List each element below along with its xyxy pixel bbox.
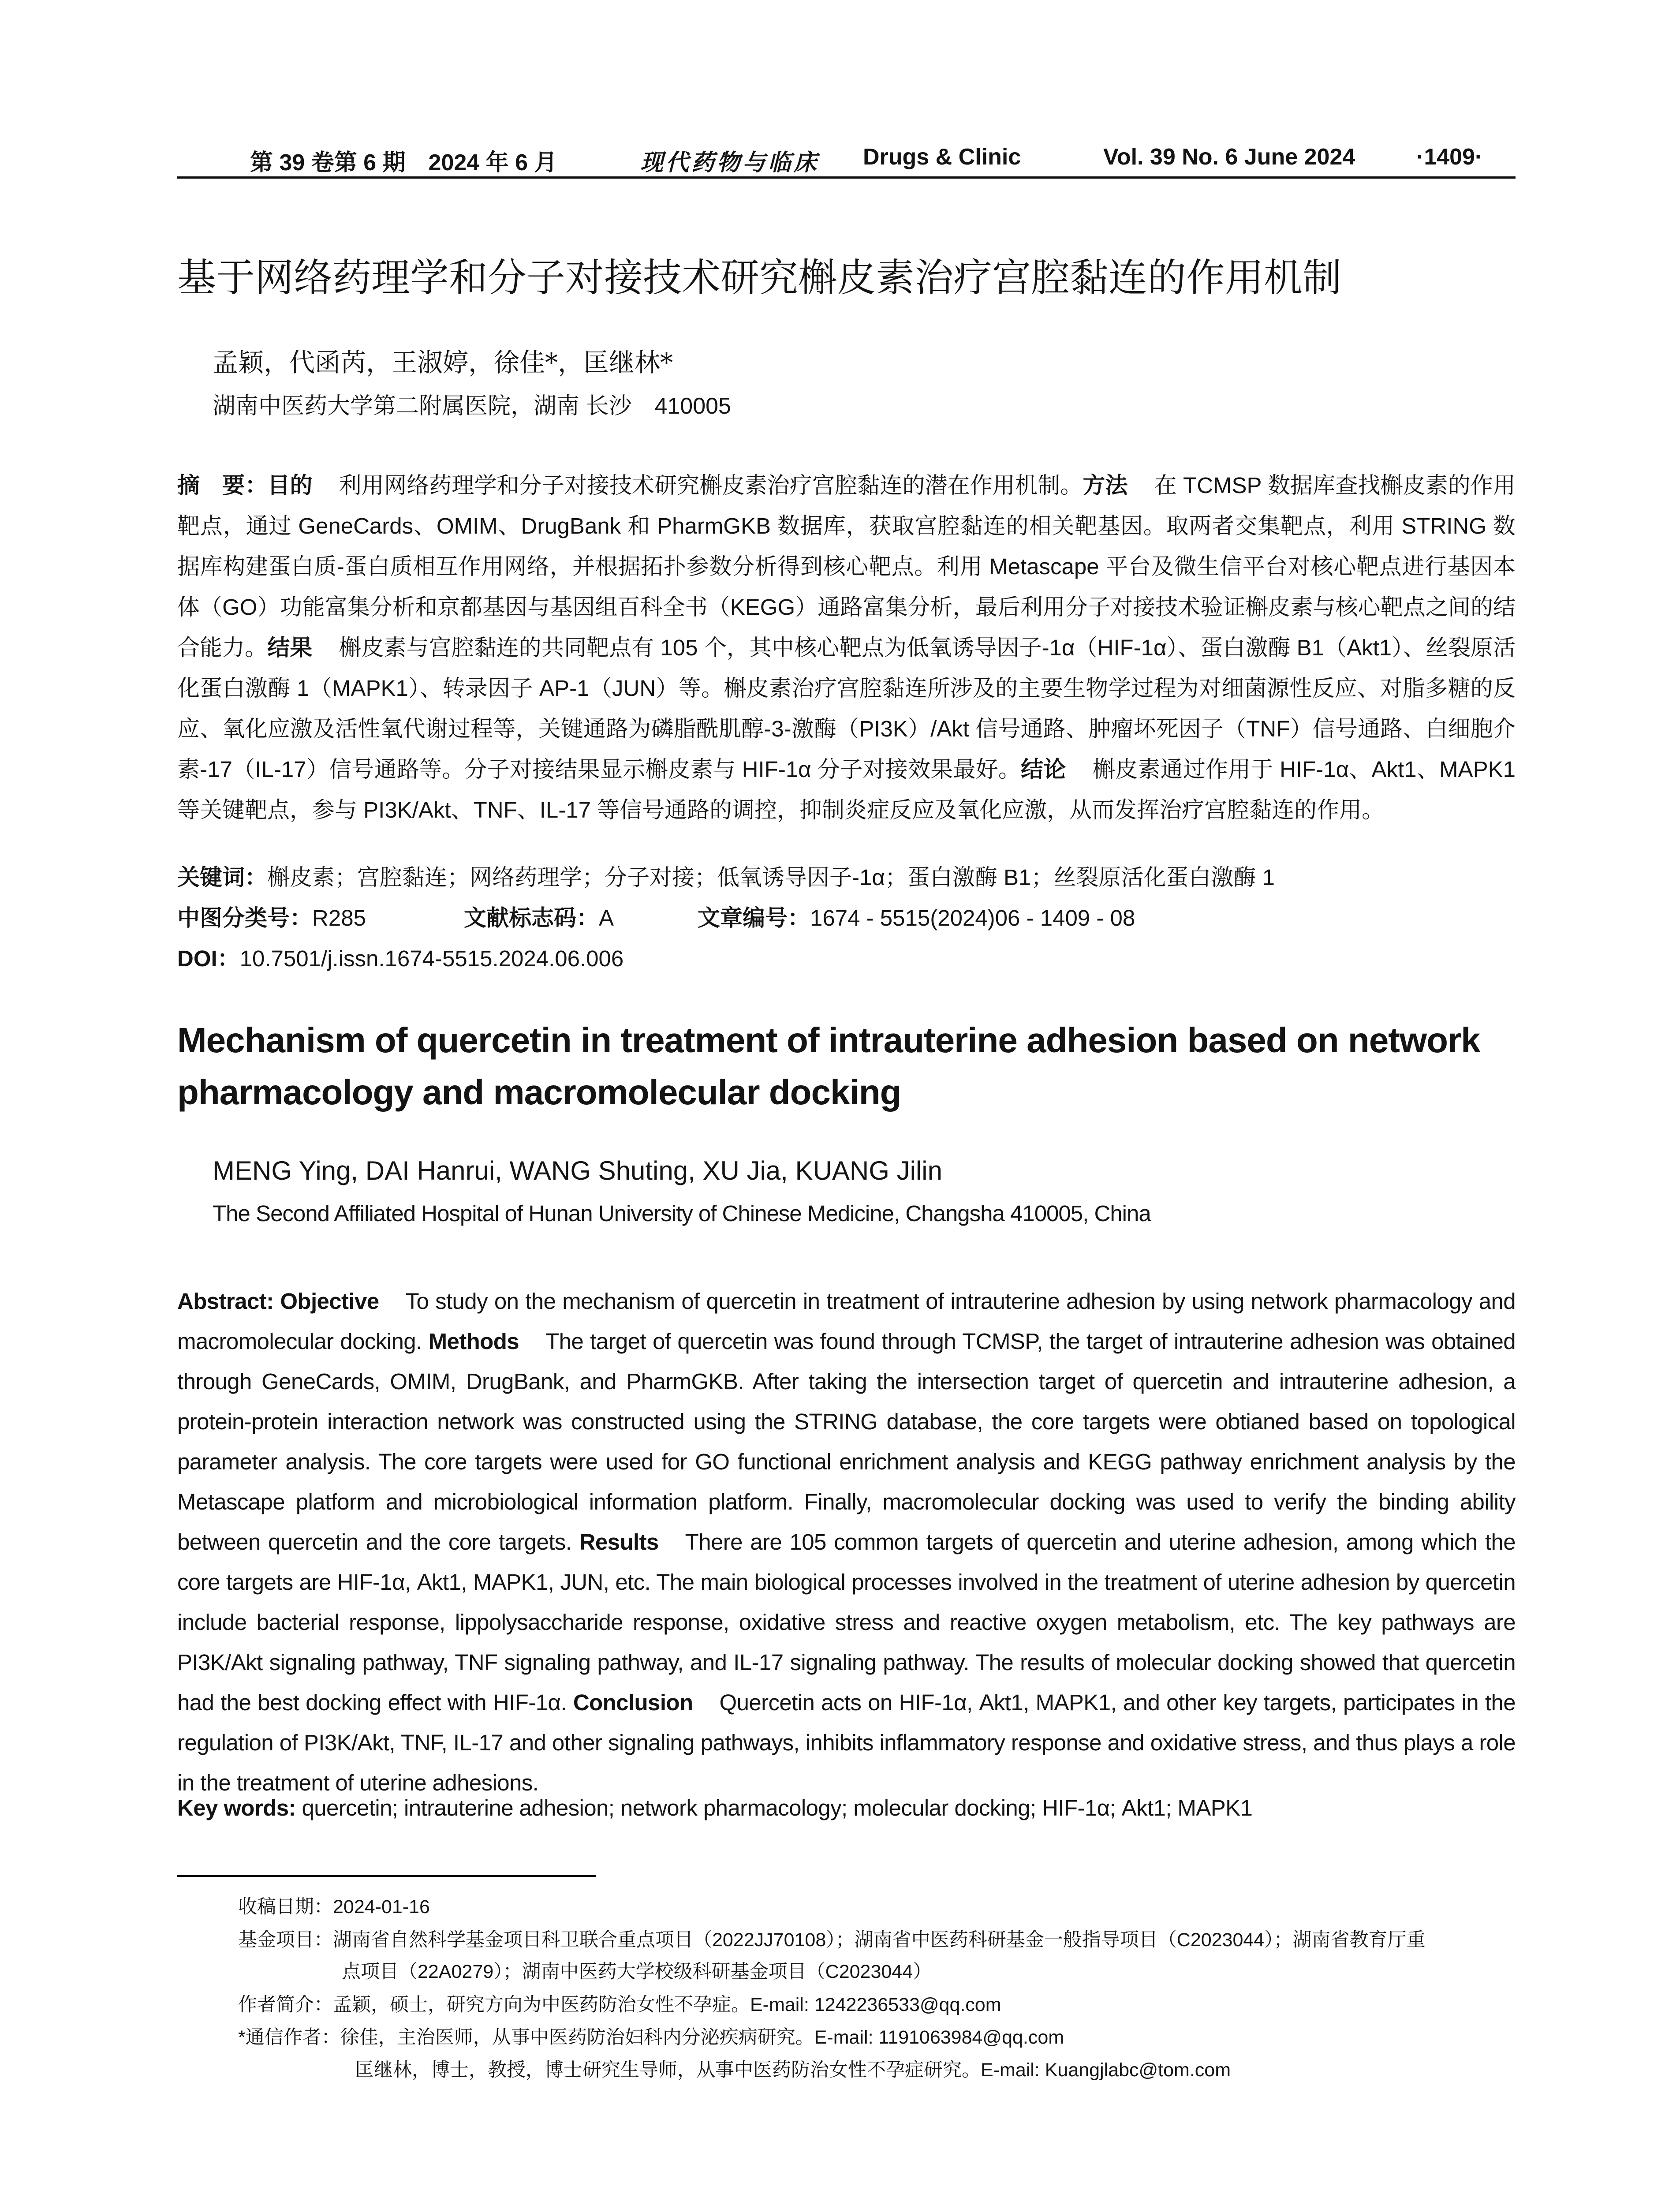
corresponding-1: 徐佳，主治医师，从事中医药防治妇科内分泌疾病研究。E-mail: 1191063984@qq.com xyxy=(340,2027,1064,2048)
results-label-en: Results xyxy=(579,1529,659,1555)
received-date: 2024-01-16 xyxy=(333,1896,430,1917)
fund-text-1: 湖南省自然科学基金项目科卫联合重点项目（2022JJ70108）；湖南省中医药科研基金一般指导项目（C2023044）；湖南省教育厅重 xyxy=(333,1929,1426,1951)
affiliation-en: The Second Affiliated Hospital of Hunan University of Chinese Medicine, Changsha 410005, China xyxy=(213,1201,1151,1226)
clc-value: R285 xyxy=(312,905,366,931)
keywords-label-cn: 关键词： xyxy=(177,865,268,890)
keywords-en xyxy=(177,1795,1252,1821)
title-en: Mechanism of quercetin in treatment of intrauterine adhesion based on network pharmacology and macromolecular docking xyxy=(177,1020,1480,1112)
volume-en: Vol. 39 No. 6 June 2024 xyxy=(1103,144,1355,170)
abstract-label-cn: 摘 要： xyxy=(177,473,268,498)
article-no-value: 1674 - 5515(2024)06 - 1409 - 08 xyxy=(810,905,1135,931)
methods-cn: 在 TCMSP 数据库查找槲皮素的作用靶点，通过 GeneCards、OMIM、DrugBank 和 PharmGKB 数据库，获取宫腔黏连的相关靶基因。取两者交集靶点，利用 STRING 数据库构建蛋白质-蛋白质相互作用网络，并根据拓扑参数分析得到核心靶点。利用 Metascape 平台及微生信平台对核心靶点进行基因本体（GO）功能富集分析和京都基因与基因组百科全书（KEGG）通路富集分析，最后利用分子对接技术验证槲皮素与核心靶点之间的结合能力。 xyxy=(177,473,1516,660)
corresponding-label: *通信作者： xyxy=(238,2027,340,2048)
header-rule xyxy=(177,176,1516,179)
abstract-label-en: Abstract: Objective xyxy=(177,1289,379,1314)
received-label: 收稿日期： xyxy=(238,1896,333,1917)
running-header xyxy=(177,140,1516,175)
article-no-label: 文章编号： xyxy=(698,905,810,931)
author-label: 作者简介： xyxy=(238,1994,333,2015)
page-number: ·1409· xyxy=(1416,144,1483,170)
methods-label-en: Methods xyxy=(428,1329,519,1354)
doi-label: DOI： xyxy=(177,946,240,971)
issue-cn: 第 39 卷第 6 期 2024 年 6 月 xyxy=(250,150,557,176)
keywords-cn xyxy=(177,859,1275,892)
results-en: There are 105 common targets of quercetin and uterine adhesion, among which the core targets are HIF-1α, Akt1, MAPK1, JUN, etc. The main biological processes involved in the treatment of uterine adhesion by quercetin include bacterial response, lippolysaccharide response, oxidative stress and reactive oxygen metabolism, etc. The key pathways are PI3K/Akt signaling pathway, TNF signaling pathway, and IL-17 signaling pathway. The results of molecular docking showed that quercetin had the best docking effect with HIF-1α. xyxy=(177,1529,1516,1715)
authors-en: MENG Ying, DAI Hanrui, WANG Shuting, XU Jia, KUANG Jilin xyxy=(213,1156,942,1185)
results-label-cn: 结果 xyxy=(267,635,313,660)
doi-line xyxy=(177,940,623,973)
footnote-received xyxy=(238,1892,430,1919)
footnote-rule xyxy=(177,1875,596,1877)
doc-code-label: 文献标志码： xyxy=(464,905,599,931)
footnote-author xyxy=(238,1990,1001,2017)
fund-label: 基金项目： xyxy=(238,1929,333,1951)
classification-line xyxy=(177,900,1135,932)
clc-label: 中图分类号： xyxy=(177,905,313,931)
abstract-en xyxy=(177,1281,1516,1803)
doi-value: 10.7501/j.issn.1674-5515.2024.06.006 xyxy=(239,946,624,971)
conclusion-label-cn: 结论 xyxy=(1021,757,1066,782)
abstract-cn xyxy=(177,465,1516,830)
conclusion-en: Quercetin acts on HIF-1α, Akt1, MAPK1, and other key targets, participates in the regulation of PI3K/Akt, TNF, IL-17 and other signaling pathways, inhibits inflammatory response and oxidative stress, and thus plays a role in the treatment of uterine adhesions. xyxy=(177,1690,1516,1795)
objective-en: To study on the mechanism of quercetin in treatment of intrauterine adhesion by using network pharmacology and macromolecular docking. xyxy=(177,1289,1516,1354)
footnote-corresponding xyxy=(238,2022,1064,2049)
methods-en: The target of quercetin was found through TCMSP, the target of intrauterine adhesion was obtained through GeneCards, OMIM, DrugBank, and PharmGKB. After taking the intersection target of quercetin and intrauterine adhesion, a protein-protein interaction network was constructed using the STRING database, the core targets were obtianed based on topological parameter analysis. The core targets were used for GO functional enrichment analysis and KEGG pathway enrichment analysis by the Metascape platform and microbiological information platform. Finally, macromolecular docking was used to verify the binding ability between quercetin and the core targets. xyxy=(177,1329,1516,1555)
affiliation-cn: 湖南中医药大学第二附属医院，湖南 长沙 410005 xyxy=(213,393,731,419)
objective-label-cn: 目的 xyxy=(267,473,313,498)
footnote-fund xyxy=(238,1925,1426,1952)
conclusion-label-en: Conclusion xyxy=(573,1690,693,1715)
methods-label-cn: 方法 xyxy=(1083,473,1128,498)
results-cn: 槲皮素与宫腔黏连的共同靶点有 105 个，其中核心靶点为低氧诱导因子-1α（HIF-1α）、蛋白激酶 B1（Akt1）、丝裂原活化蛋白激酶 1（MAPK1）、转录因子 AP-1（JUN）等。槲皮素治疗宫腔黏连所涉及的主要生物学过程为对细菌源性反应、对脂多糖的反应、氧化应激及活性氧代谢过程等，关键通路为磷脂酰肌醇-3-激酶（PI3K）/Akt 信号通路、肿瘤坏死因子（TNF）信号通路、白细胞介素-17（IL-17）信号通路等。分子对接结果显示槲皮素与 HIF-1α 分子对接效果最好。 xyxy=(177,635,1516,782)
footnote-fund-continued: 点项目（22A0279）；湖南中医药大学校级科研基金项目（C2023044） xyxy=(342,1961,932,1982)
keywords-text-en: quercetin; intrauterine adhesion; network pharmacology; molecular docking; HIF-1α; Akt1; MAPK1 xyxy=(302,1795,1253,1820)
footnote-corresponding-2: 匡继林，博士，教授，博士研究生导师，从事中医药防治女性不孕症研究。E-mail: Kuangjlabc@tom.com xyxy=(355,2059,1231,2081)
keywords-label-en: Key words: xyxy=(177,1795,296,1820)
keywords-text-cn: 槲皮素；宫腔黏连；网络药理学；分子对接；低氧诱导因子-1α；蛋白激酶 B1；丝裂原活化蛋白激酶 1 xyxy=(267,865,1275,890)
conclusion-cn: 槲皮素通过作用于 HIF-1α、Akt1、MAPK1 等关键靶点，参与 PI3K/Akt、TNF、IL-17 等信号通路的调控，抑制炎症反应及氧化应激，从而发挥治疗宫腔黏连的作用。 xyxy=(177,757,1516,822)
author-bio: 孟颖，硕士，研究方向为中医药防治女性不孕症。E-mail: 1242236533@qq.com xyxy=(333,1994,1001,2015)
title-cn: 基于网络药理学和分子对接技术研究槲皮素治疗宫腔黏连的作用机制 xyxy=(177,255,1342,300)
journal-name-en: Drugs & Clinic xyxy=(863,144,1021,170)
authors-cn: 孟颖，代函芮，王淑婷，徐佳*，匡继林* xyxy=(213,348,673,377)
objective-cn: 利用网络药理学和分子对接技术研究槲皮素治疗宫腔黏连的潜在作用机制。 xyxy=(339,473,1083,498)
doc-code-value: A xyxy=(599,905,614,931)
journal-name-cn: 现代药物与临床 xyxy=(640,149,820,176)
